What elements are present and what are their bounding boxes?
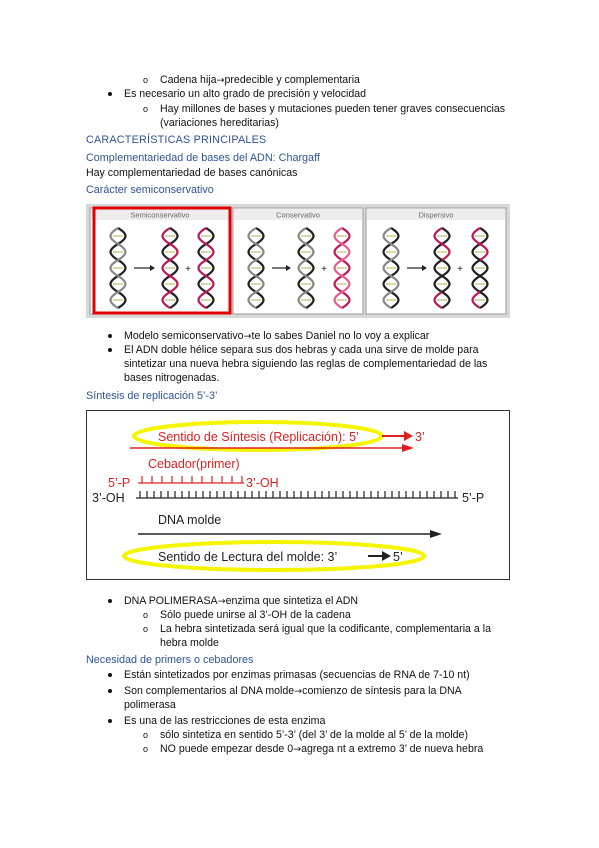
text-fragment: Modelo semiconservativo [124, 330, 244, 342]
bullet [108, 719, 112, 723]
text-line [160, 742, 483, 757]
primer-3oh-label: 3’-OH [246, 476, 279, 490]
text-line: polimerasa [124, 699, 176, 711]
arrow-icon: → [217, 596, 226, 607]
sub-bullet: o [143, 624, 149, 634]
cebador-label: Cebador(primer) [148, 457, 240, 471]
bullet [108, 348, 112, 352]
text-fragment: agrega nt a extremo 3’ de nueva hebra [301, 743, 484, 755]
primer-5p-label: 5’-P [108, 476, 131, 490]
dna-molde-label: DNA molde [158, 513, 222, 527]
sentido-lectura-label: Sentido de Lectura del molde: 3’ [158, 550, 338, 564]
sub-bullet: o [143, 610, 149, 620]
panel-title: Conservativo [276, 210, 320, 220]
text-line: Hay complementariedad de bases canónicas [86, 167, 298, 179]
bullet [108, 334, 112, 338]
plus-sign: + [321, 264, 327, 275]
text-line: La hebra sintetizada será igual que la codificante, complementaria a la [160, 623, 491, 635]
label-end: 5’ [393, 550, 403, 564]
text-line-cadena-hija [160, 73, 360, 88]
text-line: hebra molde [160, 637, 219, 649]
synthesis-direction-figure [86, 410, 510, 580]
sub-bullet: o [143, 730, 149, 740]
sub-bullet: o [143, 75, 149, 85]
text-line: Están sintetizados por enzimas primasas (secuencias de RNA de 7-10 nt) [124, 669, 470, 681]
section-heading: Carácter semiconservativo [86, 184, 214, 196]
text-fragment: NO puede empezar desde 0 [160, 743, 294, 755]
template-5p-label: 5’-P [462, 491, 485, 505]
bullet [108, 599, 112, 603]
text-line [124, 594, 358, 609]
label-text: Sentido de Síntesis (Replicación): 5’ [158, 430, 359, 444]
text-line [124, 329, 429, 344]
text-line: (variaciones hereditarias) [160, 117, 279, 129]
arrow-icon: → [216, 75, 225, 86]
plus-sign: + [185, 264, 191, 275]
panel-title: Dispersivo [418, 210, 454, 220]
text-fragment: te lo sabes Daniel no lo voy a explicar [251, 330, 430, 342]
text-line: bases nitrogenadas. [124, 372, 220, 384]
arrow-icon: → [294, 686, 303, 697]
sub-bullet: o [143, 104, 149, 114]
text-fragment: predecible y complementaria [224, 74, 360, 86]
text-fragment: Son complementarios al DNA molde [124, 685, 295, 697]
text-line: El ADN doble hélice separa sus dos hebras y cada una sirve de molde para [124, 344, 479, 356]
section-heading: CARACTERÍSTICAS PRINCIPALES [86, 134, 267, 146]
label-end: 3’ [415, 430, 425, 444]
text-fragment: Cadena hija [160, 74, 217, 86]
text-line: Es necesario un alto grado de precisión y velocidad [124, 88, 367, 100]
text-line: Es una de las restricciones de esta enzima [124, 715, 326, 727]
plus-sign: + [457, 264, 463, 275]
bullet [108, 689, 112, 693]
bullet [108, 92, 112, 96]
sub-bullet: o [143, 744, 149, 754]
arrow-icon: → [293, 744, 302, 755]
text-line: sólo sintetiza en sentido 5’-3’ (del 3’ de la molde al 5’ de la molde) [160, 729, 468, 741]
template-3oh-label: 3’-OH [92, 491, 125, 505]
panel-title: Semiconservativo [130, 210, 190, 220]
sentido-sintesis-label [158, 430, 359, 444]
text-line [124, 684, 462, 699]
text-line: Sólo puede unirse al 3’-OH de la cadena [160, 609, 351, 621]
text-fragment: enzima que sintetiza el ADN [225, 595, 359, 607]
replication-models-figure [86, 204, 510, 318]
text-line: sintetizar una nueva hebra siguiendo las reglas de complementariedad de las [124, 358, 488, 370]
section-heading: Necesidad de primers o cebadores [86, 654, 254, 666]
text-fragment: DNA POLIMERASA [124, 595, 218, 607]
section-heading: Complementariedad de bases del ADN: Chargaff [86, 152, 320, 164]
text-line: Hay millones de bases y mutaciones pueden tener graves consecuencias [160, 103, 506, 115]
section-heading: Síntesis de replicación 5’-3’ [86, 390, 218, 402]
arrow-icon: → [243, 331, 252, 342]
text-fragment: comienzo de síntesis para la DNA [302, 685, 462, 697]
bullet [108, 673, 112, 677]
